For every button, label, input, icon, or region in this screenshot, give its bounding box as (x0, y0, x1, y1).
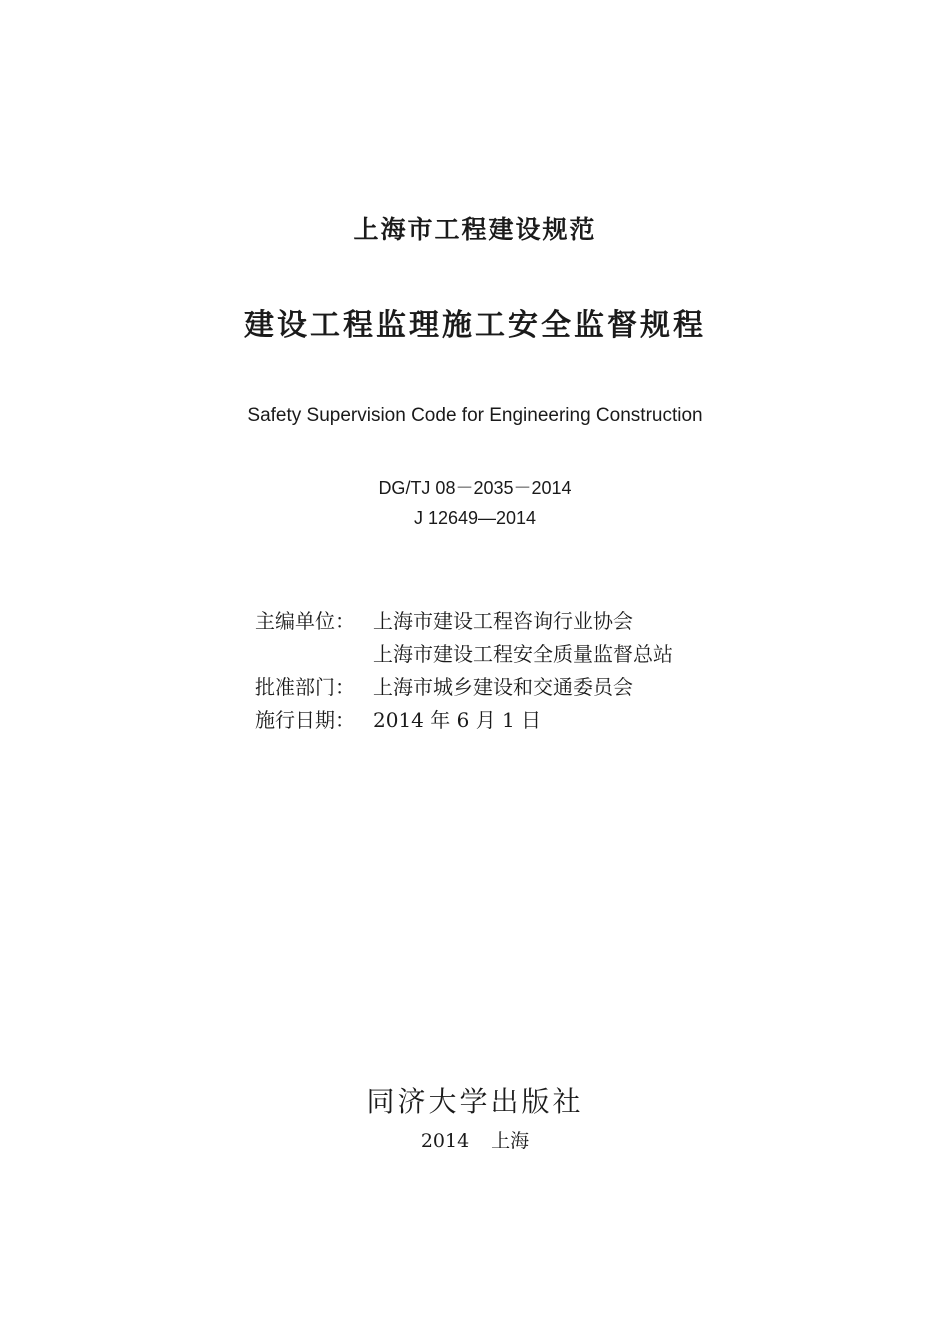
publication-line (0, 1126, 950, 1153)
series-title: 上海市工程建设规范 (353, 215, 597, 244)
main-title: 建设工程监理施工安全监督规程 (244, 308, 706, 343)
record-number: J 12649—2014 (413, 508, 537, 528)
publication-city: 上海 (491, 1130, 530, 1152)
effective-date-label: 施行日期： (255, 708, 355, 732)
chief-editor-row (255, 605, 673, 638)
standard-number: DG/TJ 08－2035－2014 (378, 478, 572, 498)
approval-label: 批准部门： (255, 675, 355, 699)
chief-editor-label: 主编单位： (255, 609, 355, 633)
approval-row (255, 671, 673, 704)
effective-date-value: 2014 年 6 月 1 日 (373, 708, 542, 732)
info-label-spacer (255, 638, 373, 671)
approval-value: 上海市城乡建设和交通委员会 (373, 675, 633, 699)
chief-editor-value-1: 上海市建设工程咨询行业协会 (373, 609, 633, 633)
effective-date-row (255, 704, 673, 737)
chief-editor-value-2: 上海市建设工程安全质量监督总站 (373, 642, 673, 666)
publisher-name: 同济大学出版社 (366, 1085, 584, 1118)
english-title: Safety Supervision Code for Engineering Construction (247, 405, 703, 426)
info-block (255, 605, 673, 737)
chief-editor-row-2 (255, 638, 673, 671)
publication-year: 2014 (420, 1130, 470, 1152)
